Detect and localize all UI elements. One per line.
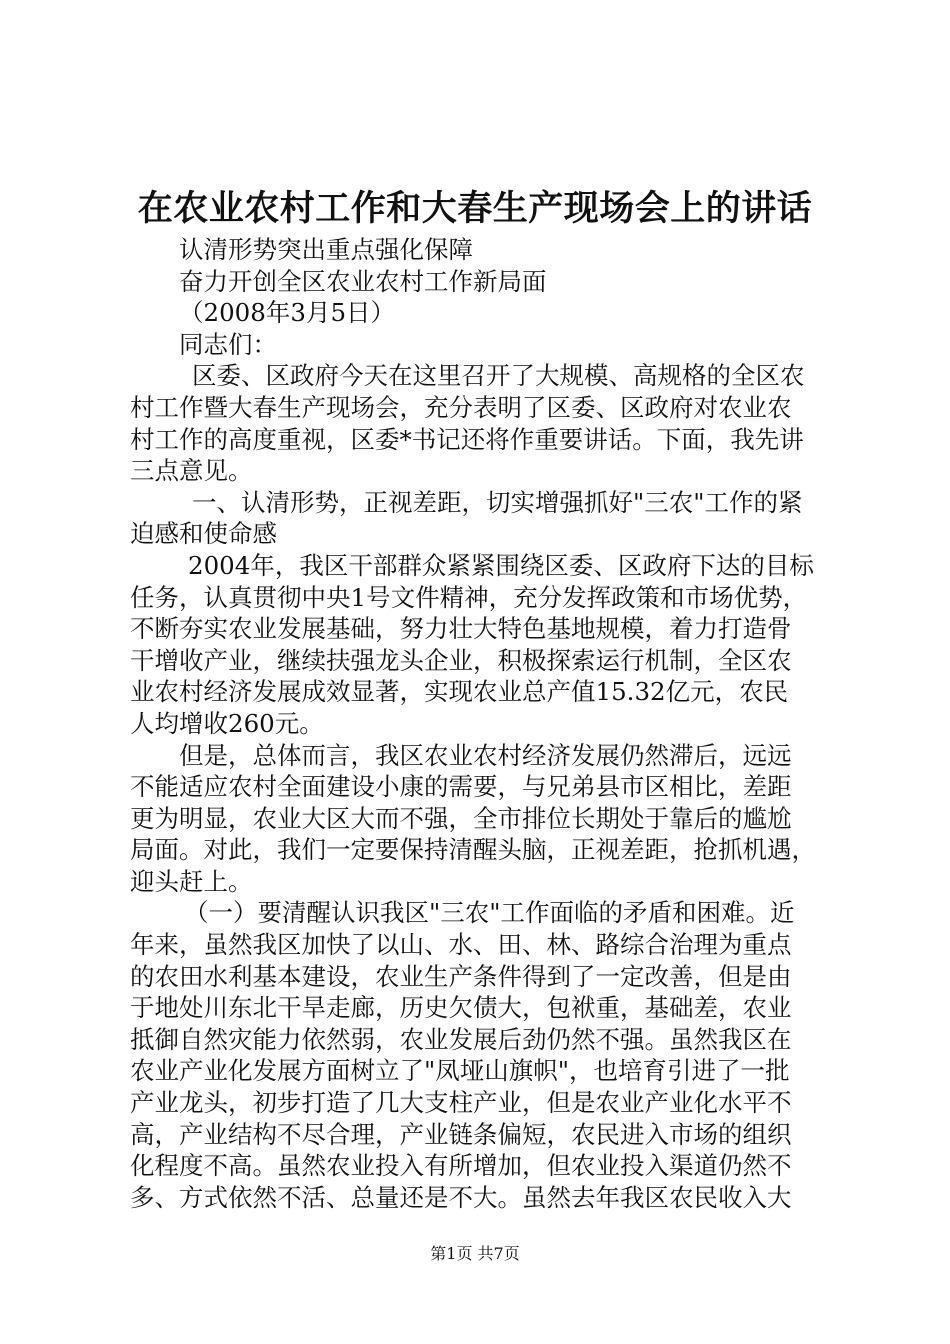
paragraph-line: 2004年，我区干部群众紧紧围绕区委、区政府下达的目标 — [188, 550, 814, 580]
paragraph-line: 高，产业结构不尽合理，产业链条偏短，农民进入市场的组织 — [130, 1119, 792, 1149]
paragraph-line: 干增收产业，继续扶强龙头企业，积极探索运行机制，全区农 — [130, 645, 792, 675]
paragraph-line: 不能适应农村全面建设小康的需要，与兄弟县市区相比，差距 — [130, 772, 792, 802]
paragraph-line: 产业龙头，初步打造了几大支柱产业，但是农业产业化水平不 — [130, 1088, 792, 1118]
paragraph-line: 的农田水利基本建设，农业生产条件得到了一定改善，但是由 — [130, 961, 792, 991]
paragraph-line: 农业产业化发展方面树立了"凤垭山旗帜"，也培育引进了一批 — [130, 1056, 790, 1086]
paragraph-line: 更为明显，农业大区大而不强，全市排位长期处于靠后的尴尬 — [130, 803, 792, 833]
paragraph-line: 多、方式依然不活、总量还是不大。虽然去年我区农民收入大 — [130, 1182, 792, 1212]
document-title: 在农业农村工作和大春生产现场会上的讲话 — [137, 188, 813, 229]
section-heading-line: 一、认清形势，正视差距，切实增强抓好"三农"工作的紧 — [192, 487, 803, 517]
document-body — [130, 234, 828, 1213]
paragraph-line: 不断夯实农业发展基础，努力壮大特色基地规模，着力打造骨 — [130, 614, 792, 644]
paragraph-line: （一）要清醒认识我区"三农"工作面临的矛盾和困难。近 — [184, 898, 795, 928]
paragraph-line: 年来，虽然我区加快了以山、水、田、林、路综合治理为重点 — [130, 930, 792, 960]
salutation: 同志们： — [179, 329, 277, 359]
paragraph-line: 区委、区政府今天在这里召开了大规模、高规格的全区农 — [192, 361, 805, 391]
paragraph-line: 业农村经济发展成效显著，实现农业总产值15.32亿元，农民 — [130, 677, 789, 707]
date-line: （2008年3月5日） — [179, 298, 396, 328]
paragraph-line: 抵御自然灾能力依然弱，农业发展后劲仍然不强。虽然我区在 — [130, 1024, 792, 1054]
paragraph-line: 三点意见。 — [130, 456, 253, 486]
page-number-footer: 第1页 共7页 — [430, 1244, 520, 1263]
paragraph-line: 但是，总体而言，我区农业农村经济发展仍然滞后，远远 — [179, 740, 792, 770]
section-heading-line: 迫感和使命感 — [130, 519, 277, 549]
paragraph-line: 迎头赶上。 — [130, 866, 253, 896]
paragraph-line: 化程度不高。虽然农业投入有所增加，但农业投入渠道仍然不 — [130, 1151, 792, 1181]
subtitle-line-1: 认清形势突出重点强化保障 — [179, 235, 473, 264]
paragraph-line: 村工作暨大春生产现场会，充分表明了区委、区政府对农业农 — [130, 392, 792, 422]
paragraph-line: 于地处川东北干旱走廊，历史欠债大，包袱重，基础差，农业 — [130, 993, 792, 1023]
paragraph-line: 局面。对此，我们一定要保持清醒头脑，正视差距，抢抓机遇， — [130, 835, 816, 865]
paragraph-line: 人均增收260元。 — [130, 708, 324, 738]
paragraph-line: 任务，认真贯彻中央1号文件精神，充分发挥政策和市场优势， — [130, 582, 808, 612]
subtitle-line-2: 奋力开创全区农业农村工作新局面 — [179, 266, 547, 296]
paragraph-line: 村工作的高度重视，区委*书记还将作重要讲话。下面，我先讲 — [130, 424, 804, 454]
